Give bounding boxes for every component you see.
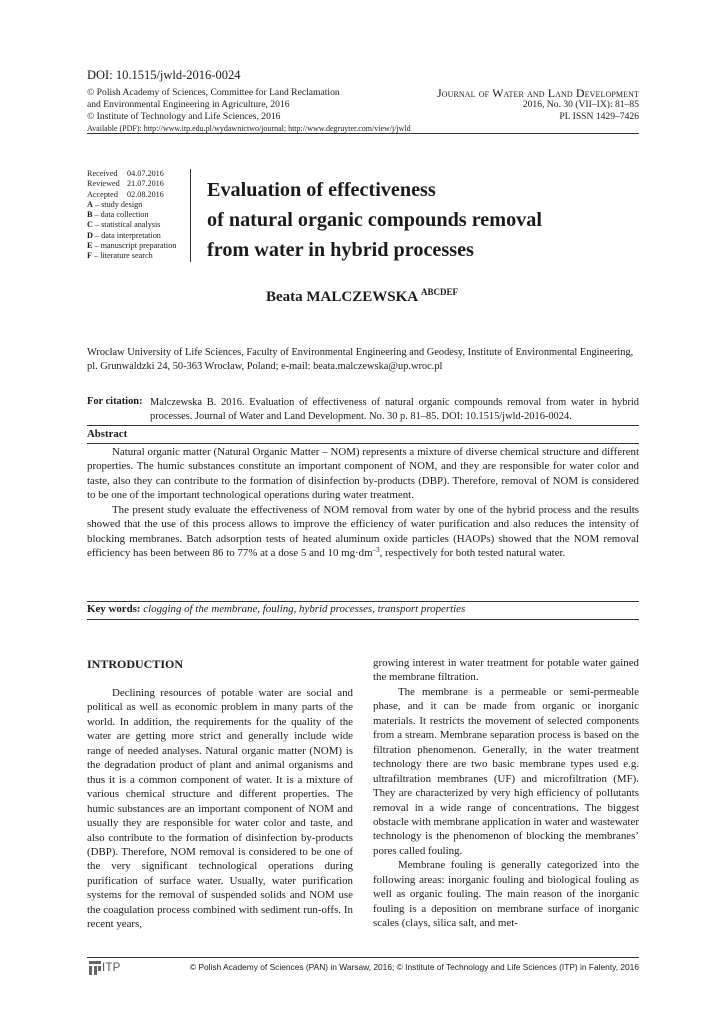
citation-text: Malczewska B. 2016. Evaluation of effectiveness of natural organic compounds removal from water in hybrid processes. Journal of Water and Land Development. No. 30 p. 81–85. DOI: 10.1515/jwld-2016-0024.	[150, 397, 639, 422]
contribution-item: C – statistical analysis	[87, 220, 161, 230]
abstract-divider	[87, 443, 639, 444]
affiliation: Wrocław University of Life Sciences, Faculty of Environmental Engineering and Geodesy, Institute of Environmental Engineering, pl. Grunwaldzki 24, 50-363 Wrocław, Poland; e-mail: beata.malczewska@up.wroc.pl	[87, 347, 634, 372]
body-paragraph: Membrane fouling is generally categorized into the following areas: inorganic fouling and biological fouling as well as organic fouling. The main reason of the inorganic fouling is a deposition on membrane surface of inorganic scales (clays, silica salt, and met-	[373, 859, 639, 930]
citation-divider	[87, 425, 639, 426]
contribution-item: A – study design	[87, 199, 143, 209]
abstract-heading: Abstract	[87, 428, 128, 440]
itp-logo	[89, 960, 129, 978]
doi-line: DOI: 10.1515/jwld-2016-0024	[87, 68, 241, 82]
abstract-body	[87, 445, 639, 561]
footer-copyright: © Polish Academy of Sciences (PAN) in Warsaw, 2016; © Institute of Technology and Life Sciences (ITP) in Falenty, 2016	[189, 962, 639, 972]
body-paragraph: Declining resources of potable water are social and political as well as economic problem in many parts of the world. In addition, the requirements for the quality of the water are getting more strict and generally include wide range of needed analyses. Natural organic matter (NOM) is the degradation product of plant and animal organisms and thus it is a common component of water. It is a mixture of various chemical structure and different properties. The humic substances are an important component of NOM and usually they are responsible for water color and taste, and also contribute to the formation of disinfection by-products (DBP). Therefore, NOM removal is considered to be one of the very significant technological operations during purification of surface water. Usually, water purification systems for the removal of suspended solids and NOM use the coagulation process combined with sediment run-offs. In recent years,	[87, 687, 353, 931]
left-column	[87, 686, 353, 932]
journal-name: Journal of Water and Land Development	[436, 86, 639, 100]
title-line: of natural organic compounds removal	[207, 209, 542, 231]
keywords	[87, 603, 639, 615]
itp-logo-text: ITP	[102, 962, 121, 974]
author-roles: ABCDEF	[421, 287, 459, 297]
keywords-label: Key words:	[87, 603, 141, 615]
body-paragraph: The membrane is a permeable or semi-permeable phase, and it can be made from organic or inorganic materials. It restricts the movement of selected components from a stream. Membrane separation process is based on the filtration phenomenon. Generally, in the water treatment technology there are two basic membrane types used e.g. ultrafiltration membranes (UF) and microfiltration (MF). They are characterized by very high efficiency of pollutants removal in a wide range of concentrations. The biggest obstacle with membrane application in water and wastewater technology is the phenomenon of blocking the membranes’ pores called fouling.	[373, 685, 639, 857]
abstract-paragraph: Natural organic matter (Natural Organic Matter – NOM) represents a mixture of diverse chemical structure and different properties. The humic substances constitute an important component of NOM, and they are responsible for water color and taste, also they can contribute to the formation of disinfection by-products (DBP). Therefore, removal of NOM is considered to be one of the important technological operations during water treatment.	[87, 446, 639, 502]
keywords-bottom-divider	[87, 619, 639, 620]
article-metadata	[87, 169, 187, 262]
itp-logo-icon	[89, 961, 101, 975]
copyright-block	[87, 87, 340, 123]
contribution-item: B – data collection	[87, 210, 149, 220]
journal-info	[437, 87, 639, 123]
contribution-item: D – data interpretation	[87, 230, 161, 240]
citation-label: For citation:	[87, 396, 143, 407]
author-name: Beata MALCZEWSKA	[265, 289, 418, 305]
date-accepted: Accepted 02.08.2016	[87, 189, 164, 199]
header-divider	[87, 133, 639, 134]
keywords-text: clogging of the membrane, fouling, hybrid processes, transport properties	[143, 603, 466, 615]
right-column	[373, 656, 639, 931]
section-heading-introduction: INTRODUCTION	[87, 657, 184, 671]
body-paragraph: growing interest in water treatment for potable water gained the membrane filtration.	[373, 657, 639, 684]
contribution-item: E – manuscript preparation	[87, 241, 177, 251]
journal-issn: PL ISSN 1429–7426	[559, 111, 639, 122]
keywords-top-divider	[87, 601, 639, 602]
metadata-divider	[190, 169, 191, 262]
author-line	[0, 287, 724, 306]
availability-line: Available (PDF): http://www.itp.edu.pl/wydawnictwo/journal; http://www.degruyter.com/view/j/jwld	[87, 124, 411, 133]
article-title	[207, 175, 627, 265]
title-line: Evaluation of effectiveness	[207, 179, 436, 201]
copyright-line: and Environmental Engineering in Agriculture, 2016	[87, 99, 290, 110]
copyright-line: © Polish Academy of Sciences, Committee for Land Reclamation	[87, 87, 340, 98]
title-line: from water in hybrid processes	[207, 239, 474, 261]
date-reviewed: Reviewed 21.07.2016	[87, 179, 164, 189]
footer-divider	[87, 957, 639, 958]
abstract-paragraph: The present study evaluate the effectiveness of NOM removal from water by one of the hybrid process and the results showed that the use of this process allows to improve the efficiency of water purification and also reduces the intensity of blocking membranes. Batch adsorption tests of heated aluminum oxide particles (HAOPs) showed that the NOM removal efficiency has been between 86 to 77% at a dose 5 and 10 $mg\cdot dm^{-3}$, respectively for both tested natural water.	[87, 503, 639, 560]
contribution-item: F – literature search	[87, 251, 153, 261]
journal-issue: 2016, No. 30 (VII–IX): 81–85	[522, 99, 639, 110]
copyright-line: © Institute of Technology and Life Sciences, 2016	[87, 111, 281, 122]
date-received: Received 04.07.2016	[87, 169, 164, 178]
